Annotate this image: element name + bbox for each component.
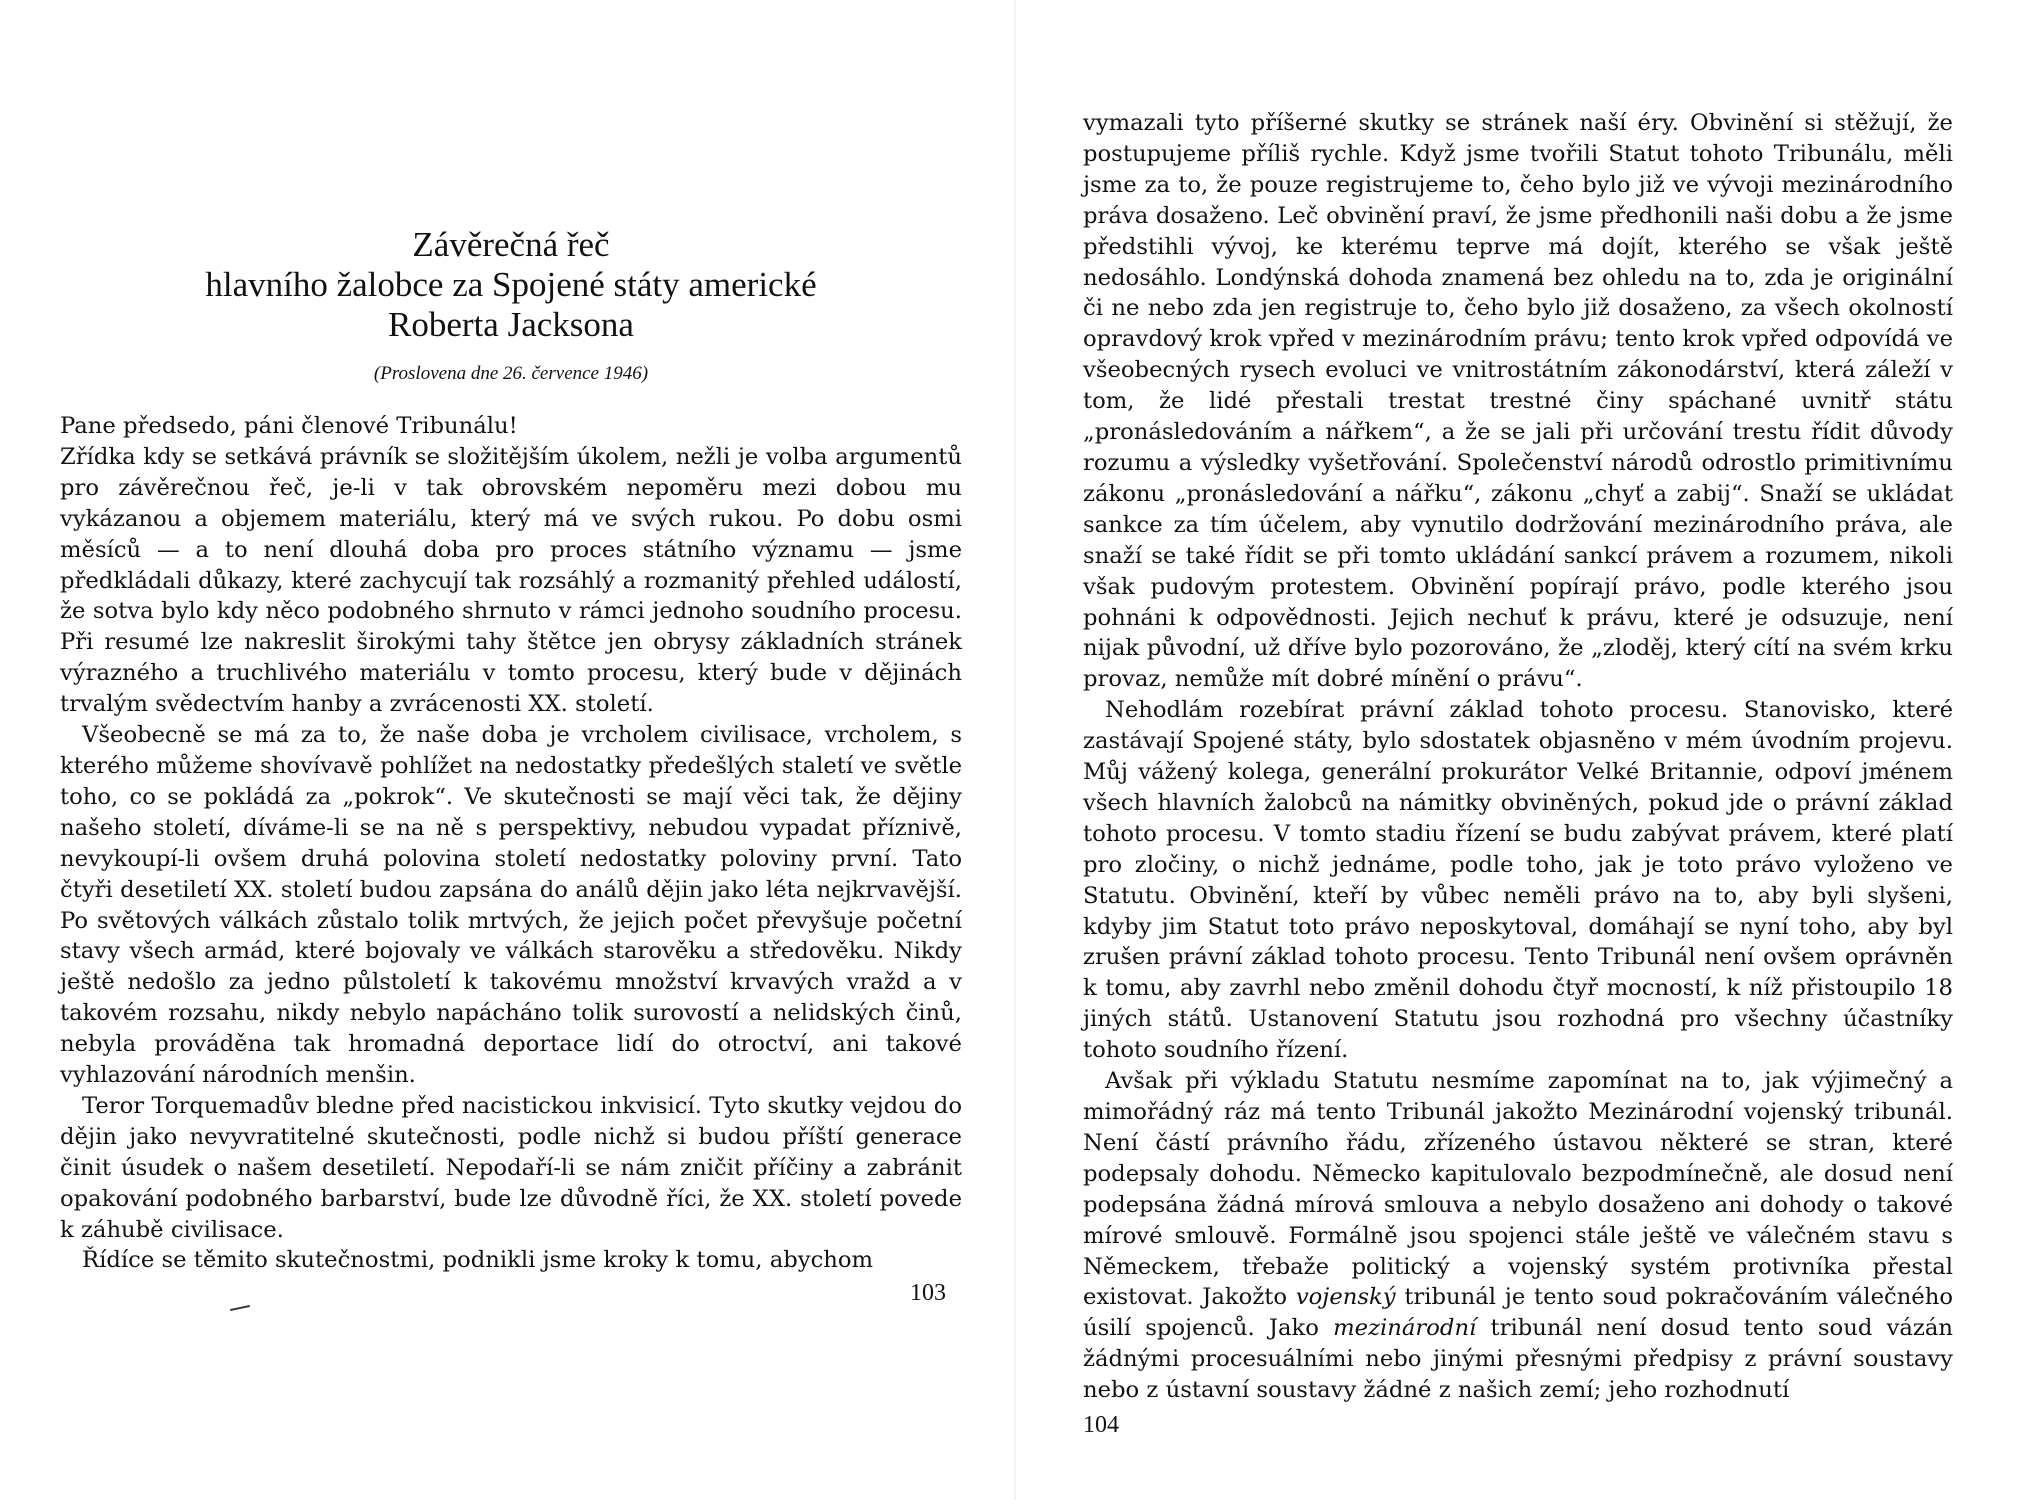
right-page: [1015, 0, 2030, 1500]
paragraph: Nehodlám rozebírat právní základ tohoto procesu. Stanovisko, které zastávají Spojené státy, bylo sdostatek objasněno v mém úvodním projevu. Můj vážený kolega, generální prokurátor Velké Britannie, odpoví jménem všech hlavních žalobců na námitky obviněných, pokud jde o právní základ tohoto procesu. V tomto stadiu řízení se budu zabývat právem, které platí pro zločiny, o nichž jednáme, podle toho, jak je toto právo vyloženo ve Statutu. Obvinění, kteří by vůbec neměli právo na to, aby byli slyšeni, kdyby jim Statut toto právo neposkytoval, domáhají se nyní toho, aby byl zrušen právní základ tohoto procesu. Tento Tribunál není ovšem oprávněn k tomu, aby zavrhl nebo změnil dohodu čtyř mocností, k níž přistoupilo 18 jiných států. Ustanovení Statutu jsou rozhodná pro všechny účastníky tohoto soudního řízení.: [1083, 697, 1953, 1064]
title-line-2: hlavního žalobce za Spojené státy americké: [205, 265, 817, 304]
paragraph: Řídíce se těmito skutečnostmi, podnikli jsme kroky k tomu, abychom: [82, 1247, 874, 1274]
text-run: tribunál není dosud tento soud vázán žádnými procesuálními nebo jinými přesnými předpisy z právní soustavy nebo z ústavní soustavy žádné z našich zemí; jeho rozhodnutí: [1083, 1315, 1953, 1404]
speech-title: [60, 225, 962, 345]
left-page-text-column: [60, 225, 962, 1276]
left-page-body: [60, 411, 962, 1276]
emphasis: mezinárodní: [1333, 1315, 1477, 1342]
title-line-3: Roberta Jacksona: [388, 305, 634, 344]
title-line-1: Závěrečná řeč: [412, 225, 610, 264]
paragraph: Teror Torquemadův bledne před nacistickou inkvisicí. Tyto skutky vejdou do dějin jako nevyvratitelné skutečnosti, podle nichž si budou příští generace činit úsudek o našem desetiletí. Nepodaří-li se nám zničit příčiny a zabránit opakování podobného barbarství, bude lze důvodně říci, že XX. století povede k záhubě civilisace.: [60, 1092, 962, 1243]
paragraph-continued: vymazali tyto příšerné skutky se stránek naší éry. Obvinění si stěžují, že postupujeme příliš rychle. Když jsme tvořili Statut tohoto Tribunálu, měli jsme za to, že pouze registrujeme to, čeho bylo již ve vývoji mezinárodního práva dosaženo. Leč obvinění praví, že jsme předhonili naši dobu a že jsme předstihli vývoj, ke kterému teprve má dojít, kterého se však ještě nedosáhlo. Londýnská dohoda znamená bez ohledu na to, zda je originální či ne nebo zda jen registruje to, čeho bylo již dosaženo, za všech okolností opravdový krok vpřed v mezinárodním právu; tento krok vpřed odpovídá ve všeobecných rysech evoluci ve vnitrostátním zákonodárství, která záleží v tom, že lidé přestali trestat trestné činy spáchané uvnitř státu „pronásledováním a nářkem“, a že se jali při určování trestu řídit důvody rozumu a výsledky vyšetřování. Společenství národů odrostlo primitivnímu zákonu „pronásledování a nářku“, zákonu „chyť a zabij“. Snaží se ukládat sankce za tím účelem, aby vynutilo dodržování mezinárodního práva, ale snaží se také řídit se při tomto ukládání sankcí právem a rozumem, nikoli však pudovým protestem. Obvinění popírají právo, podle kterého jsou pohnáni k odpovědnosti. Jejich nechuť k právu, které je odsuzuje, není nijak původní, už dříve bylo pozorováno, že „zloděj, který cítí na svém krku provaz, nemůže mít dobré mínění o právu“.: [1083, 110, 1953, 693]
text-run: Avšak při výkladu Statutu nesmíme zapomínat na to, jak výjimečný a mimořádný ráz má tento Tribunál jakožto Mezinárodní vojenský tribunál. Není částí právního řádu, zřízeného ústavou některé se stran, které podepsaly dohodu. Německo kapitulovalo bezpodmínečně, ale dosud není podepsána žádná mírová smlouva a nebylo dosaženo ani dohody o takové mírové smlouvě. Formálně jsou spojenci stále ještě ve válečném stavu s Německem, třebaže politický a vojenský systém protivníka přestal existovat. Jakožto: [1083, 1068, 1953, 1311]
right-page-body: [1083, 108, 1953, 1406]
stray-pen-mark: [230, 1305, 250, 1311]
page-number-right: 104: [1083, 1412, 1119, 1438]
salutation: Pane předsedo, páni členové Tribunálu!: [60, 413, 518, 439]
paragraph: [1083, 1066, 1953, 1406]
emphasis: vojenský: [1295, 1284, 1396, 1311]
paragraph: Všeobecně se má za to, že naše doba je vrcholem civilisace, vrcholem, s kterého můžeme shovívavě pohlížet na nedostatky předešlých staletí ve světle toho, co se pokládá za „pokrok“. Ve skutečnosti se mají věci tak, že dějiny našeho století, díváme-li se na ně s perspektivy, nebudou vypadat příznivě, nevykoupí-li ovšem druhá polovina století nedostatky poloviny první. Tato čtyři desetiletí XX. století budou zapsána do análů dějin jako léta nejkrvavější. Po světových válkách zůstalo tolik mrtvých, že jejich počet převyšuje početní stavy všech armád, které bojovaly ve válkách starověku a středověku. Nikdy ještě nedošlo za jedno půlstoletí k takovému množství krvavých vražd a v takovém rozsahu, nikdy nebylo napácháno tolik surovostí a nelidských činů, nebyla prováděna tak hromadná deportace lidí do otroctví, ani takové vyhlazování národních menšin.: [60, 722, 962, 1089]
speech-date-subtitle: (Proslovena dne 26. července 1946): [373, 363, 649, 384]
page-number-left: 103: [910, 1280, 946, 1306]
text-run: tribunál je tento soud pokračováním válečného úsilí spojenců. Jako: [1083, 1284, 1954, 1342]
paragraph: Zřídka kdy se setkává právník se složitějším úkolem, nežli je volba argumentů pro závěrečnou řeč, je-li v tak obrovském nepoměru mezi dobou mu vykázanou a objemem materiálu, který má ve svých rukou. Po dobu osmi měsíců — a to není dlouhá doba pro proces státního významu — jsme předkládali důkazy, které zachycují tak rozsáhlý a rozmanitý přehled událostí, že sotva bylo kdy něco podobného shrnuto v rámci jednoho soudního procesu. Při resumé lze nakreslit širokými tahy štětce jen obrysy základních stránek výrazného a truchlivého materiálu v tomto procesu, který bude v dějinách trvalým svědectvím hanby a zvrácenosti XX. století.: [60, 443, 962, 718]
right-page-text-column: [1083, 108, 1953, 1406]
